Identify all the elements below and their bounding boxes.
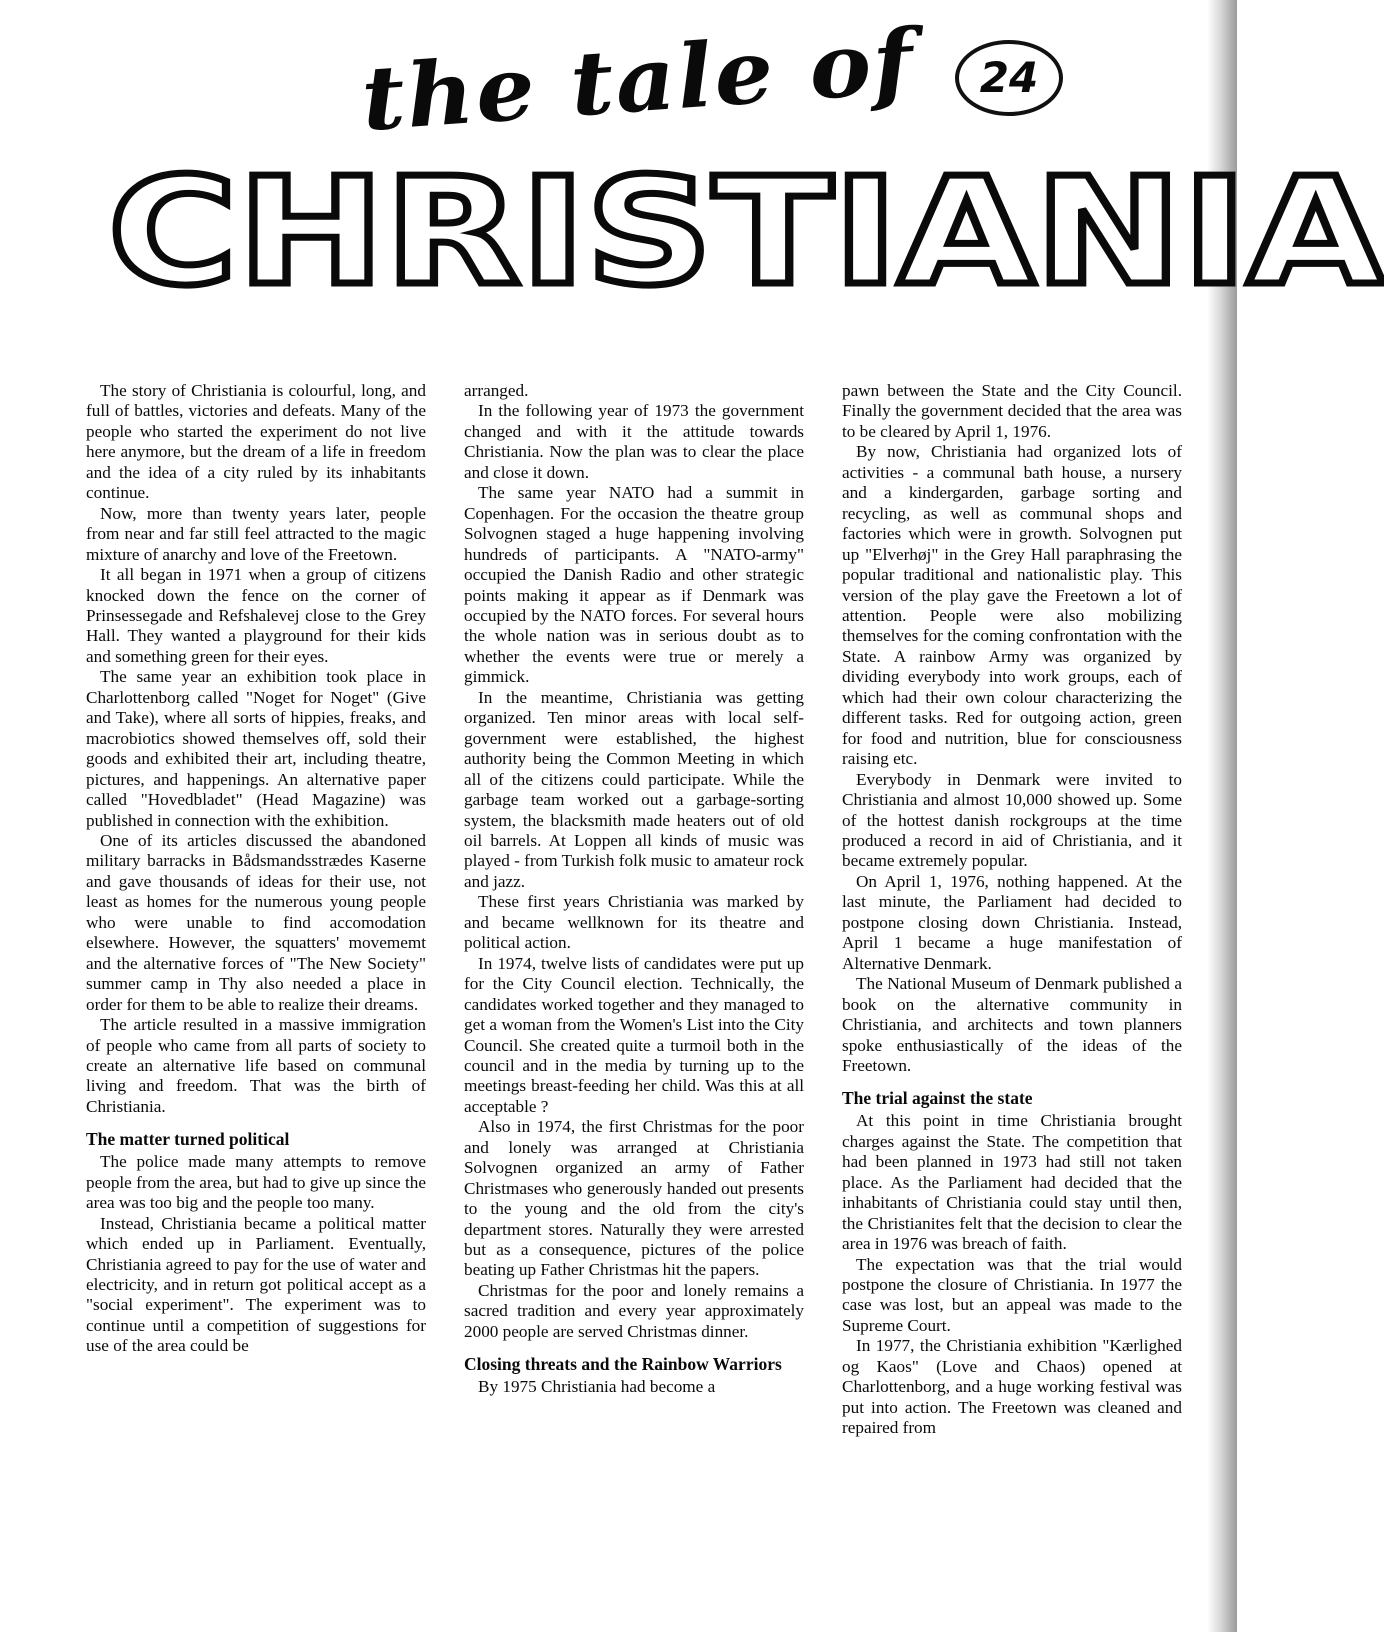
paragraph: At this point in time Christiania brought charges against the State. The competition that had been planned in 1973 had still not taken place. As the Parliament had decided that the inhabitants of Christiania could stay until then, the Christianites felt that the decision to clear the area in 1976 was breach of faith. xyxy=(842,1111,1182,1254)
paragraph: By 1975 Christiania had become a xyxy=(478,1377,716,1397)
paragraph: In 1974, twelve lists of candidates were put up for the City Council election. Technically, the candidates worked together and they managed to get a woman from the Women's List into the City Council. She created quite a turmoil both in the council and in the media by turning up to the meetings breast-feeding her child. Was this at all acceptable ? xyxy=(464,953,804,1116)
paragraph: arranged. xyxy=(464,381,529,400)
paragraph: In the meantime, Christiania was getting organized. Ten minor areas with local self-government were established, the highest authority being the Common Meeting in which all of the citizens could participate. While the garbage team worked out a garbage-sorting system, the blacksmith made heaters out of old oil barrels. At Loppen all kinds of music was played - from Turkish folk music to amateur rock and jazz. xyxy=(464,687,804,891)
text-column-3 xyxy=(842,381,1182,1601)
paragraph: Also in 1974, the first Christmas for the poor and lonely was arranged at Christiania Solvognen organized an army of Father Christmases who generously handed out presents to the young and the old from the city's department stores. Naturally they were arrested but as a consequence, pictures of the police beating up Father Christmas hit the papers. xyxy=(464,1117,804,1280)
paragraph: On April 1, 1976, nothing happened. At the last minute, the Parliament had decided to postpone closing down Christiania. Instead, April 1 became a huge manifestation of Alternative Denmark. xyxy=(842,871,1182,973)
paragraph: The story of Christiania is colourful, long, and full of battles, victories and defeats. Many of the people who started the experiment do not live here anymore, but the dream of a life in freedom and the idea of a city ruled by its inhabitants continue. xyxy=(86,381,426,503)
text-column-2 xyxy=(464,381,804,1601)
paragraph: The article resulted in a massive immigration of people who came from all parts of society to create an alternative life based on communal living and freedom. That was the birth of Christiania. xyxy=(86,1015,426,1116)
paragraph: It all began in 1971 when a group of citizens knocked down the fence on the corner of Prinsessegade and Refshalevej close to the Grey Hall. They wanted a playground for their kids and something green for their eyes. xyxy=(86,565,426,666)
section-heading: The trial against the state xyxy=(842,1088,1033,1109)
paragraph: The National Museum of Denmark published a book on the alternative community in Christiania, and architects and town planners spoke enthusiastically of the ideas of the Freetown. xyxy=(842,974,1182,1075)
paragraph: Christmas for the poor and lonely remains a sacred tradition and every year approximately 2000 people are served Christmas dinner. xyxy=(464,1280,804,1341)
paragraph: The expectation was that the trial would postpone the closure of Christiania. In 1977 the case was lost, but an appeal was made to the Supreme Court. xyxy=(842,1254,1182,1335)
title-script-the-tale-of: the tale of xyxy=(358,8,919,151)
title-christiania: CHRISTIANIA xyxy=(108,146,1384,318)
paragraph: In the following year of 1973 the government changed and with it the attitude towards Christiania. Now the plan was to clear the place and close it down. xyxy=(464,401,804,482)
paragraph: pawn between the State and the City Council. Finally the government decided that the area was to be cleared by April 1, 1976. xyxy=(842,381,1182,441)
paragraph: The police made many attempts to remove people from the area, but had to give up since the area was too big and the people too many. xyxy=(86,1152,426,1213)
paragraph: One of its articles discussed the abandoned military barracks in Bådsmandsstrædes Kaserne and gave thousands of ideas for their use, not least as homes for the numerous young people who were unable to find accomodation elsewhere. However, the squatters' movememt and the alternative forces of "The New Society" summer camp in Thy also needed a place in order for them to be able to realize their dreams. xyxy=(86,830,426,1014)
section-heading: The matter turned political xyxy=(86,1129,290,1150)
text-column-1 xyxy=(86,381,426,1601)
paragraph: Instead, Christiania became a political matter which ended up in Parliament. Eventually, Christiania agreed to pay for the use of water and electricity, and in return got political accept as a "social experiment". The experiment was to continue until a competition of suggestions for use of the area could be xyxy=(86,1213,426,1356)
section-heading: Closing threats and the Rainbow Warriors xyxy=(464,1354,782,1375)
paragraph: In 1977, the Christiania exhibition "Kærlighed og Kaos" (Love and Chaos) opened at Charlottenborg, and a huge working festival was put into action. The Freetown was cleaned and repaired from xyxy=(842,1336,1182,1438)
paragraph: The same year NATO had a summit in Copenhagen. For the occasion the theatre group Solvognen staged a huge happening involving hundreds of participants. A "NATO-army" occupied the Danish Radio and other strategic points making it appear as if Denmark was occupied by the NATO forces. For several hours the whole nation was in serious doubt as to whether the events were true or merely a gimmick. xyxy=(464,483,804,687)
paragraph: The same year an exhibition took place in Charlottenborg called "Noget for Noget" (Give and Take), where all sorts of hippies, freaks, and macrobiotics showed themselves off, sold their goods and exhibited their art, including theatre, pictures, and happenings. An alternative paper called "Hovedbladet" (Head Magazine) was published in connection with the exhibition. xyxy=(86,667,426,830)
paragraph: Everybody in Denmark were invited to Christiania and almost 10,000 showed up. Some of the hottest danish rockgroups at the time produced a record in aid of Christiania, and it became extremely popular. xyxy=(842,769,1182,871)
page-number-circle: 24 xyxy=(955,40,1063,116)
paragraph: These first years Christiania was marked by and became wellknown for its theatre and political action. xyxy=(464,892,804,953)
paragraph: Now, more than twenty years later, people from near and far still feel attracted to the magic mixture of anarchy and love of the Freetown. xyxy=(86,503,426,564)
paragraph: By now, Christiania had organized lots of activities - a communal bath house, a nursery and a kindergarden, garbage sorting and recycling, as well as communal shops and factories which were in growth. Solvognen put up "Elverhøj" in the Grey Hall paraphrasing the popular traditional and nationalistic play. This version of the play gave the Freetown a lot of attention. People were also mobilizing themselves for the coming confrontation with the State. A rainbow Army was organized by dividing everybody into work groups, each of which had their own colour characterizing the different tasks. Red for outgoing action, green for food and nutrition, blue for consciousness raising etc. xyxy=(842,442,1182,769)
